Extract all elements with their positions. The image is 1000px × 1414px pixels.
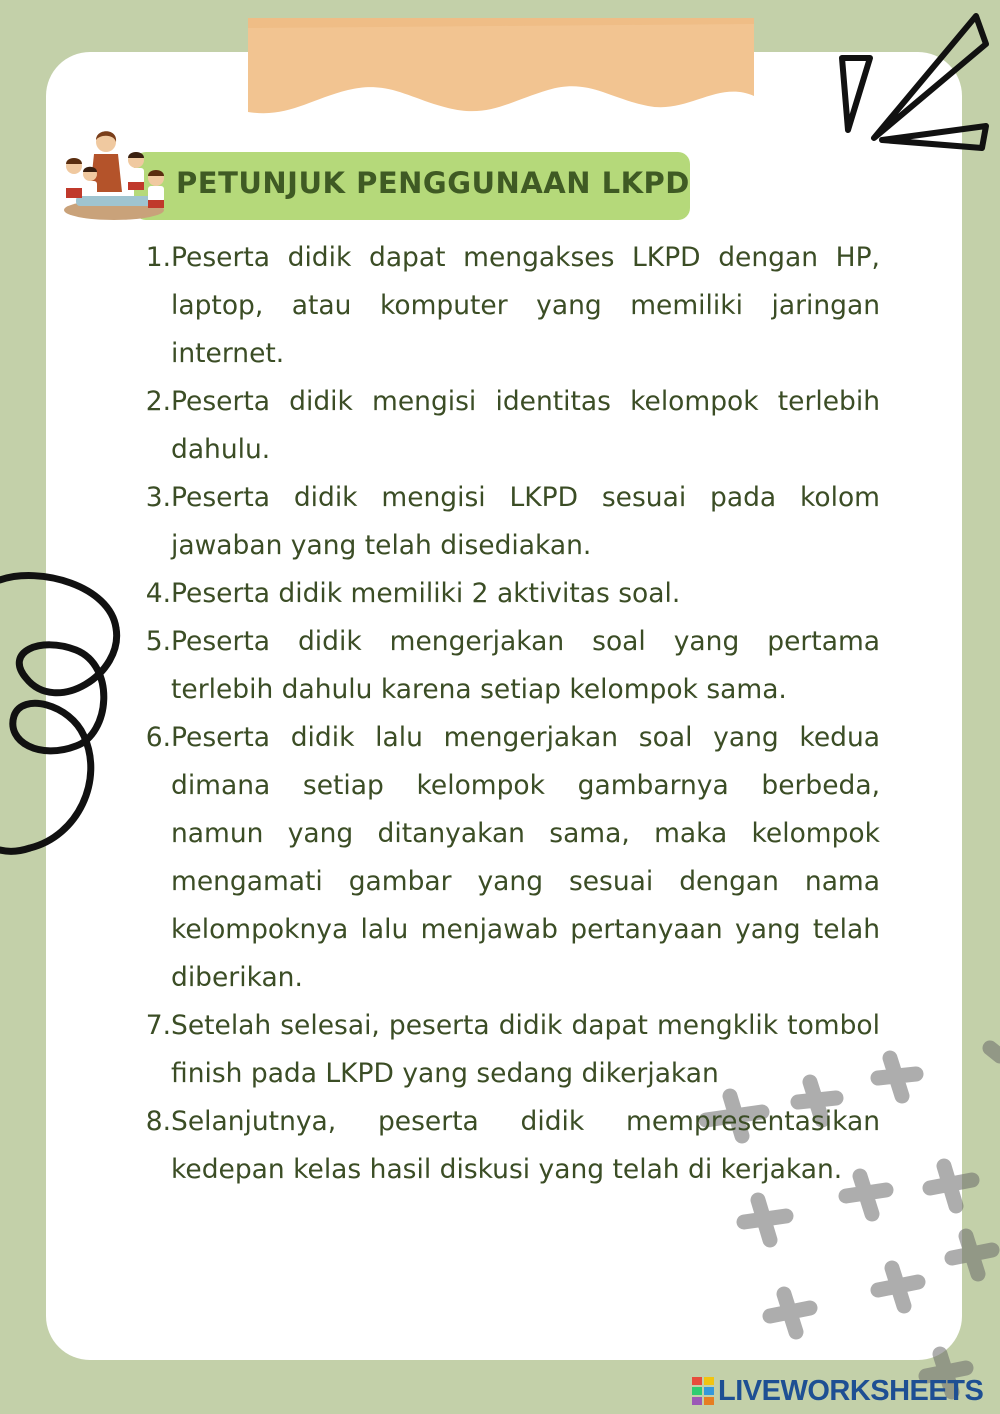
item-text: Peserta didik mengerjakan soal yang pertama terlebih dahulu karena setiap kelompok sama. — [171, 626, 880, 705]
list-item — [140, 1098, 880, 1194]
list-item — [140, 1002, 880, 1098]
list-item — [140, 378, 880, 474]
item-text: Selanjutnya, peserta didik mempresentasikan kedepan kelas hasil diskusi yang telah di kerjakan. — [171, 1106, 880, 1185]
instruction-list — [140, 234, 880, 1194]
item-number: 8. — [145, 1106, 171, 1137]
item-number: 6. — [145, 722, 171, 753]
brand-name: LIVEWORKSHEETS — [718, 1375, 984, 1407]
item-text: Peserta didik dapat mengakses LKPD dengan HP, laptop, atau komputer yang memiliki jaringan internet. — [171, 242, 880, 369]
teacher-kids-illustration — [56, 126, 172, 224]
item-number: 4. — [145, 578, 171, 609]
item-text: Peserta didik lalu mengerjakan soal yang kedua dimana setiap kelompok gambarnya berbeda, namun yang ditanyakan sama, maka kelompok mengamati gambar yang sesuai dengan nama kelompoknya lalu menjawab pertanyaan yang telah diberikan. — [171, 722, 880, 993]
tape-decoration — [248, 18, 754, 122]
list-item — [140, 618, 880, 714]
item-number: 3. — [145, 482, 171, 513]
scribble-loop-icon — [0, 566, 126, 858]
list-item — [140, 474, 880, 570]
list-item — [140, 234, 880, 378]
item-text: Peserta didik mengisi LKPD sesuai pada kolom jawaban yang telah disediakan. — [171, 482, 880, 561]
list-item — [140, 714, 880, 1002]
item-number: 1. — [145, 242, 171, 273]
item-number: 2. — [145, 386, 171, 417]
page-title: PETUNJUK PENGGUNAAN LKPD — [176, 166, 690, 200]
item-number: 5. — [145, 626, 171, 657]
list-item — [140, 570, 880, 618]
starburst-lines-icon — [826, 8, 996, 158]
item-text: Peserta didik memiliki 2 aktivitas soal. — [171, 578, 681, 609]
liveworksheets-logo-icon — [692, 1377, 714, 1405]
item-number: 7. — [145, 1010, 171, 1041]
liveworksheets-brand[interactable] — [692, 1374, 983, 1408]
item-text: Peserta didik mengisi identitas kelompok terlebih dahulu. — [171, 386, 880, 465]
item-text: Setelah selesai, peserta didik dapat mengklik tombol finish pada LKPD yang sedang dikerjakan — [171, 1010, 880, 1089]
